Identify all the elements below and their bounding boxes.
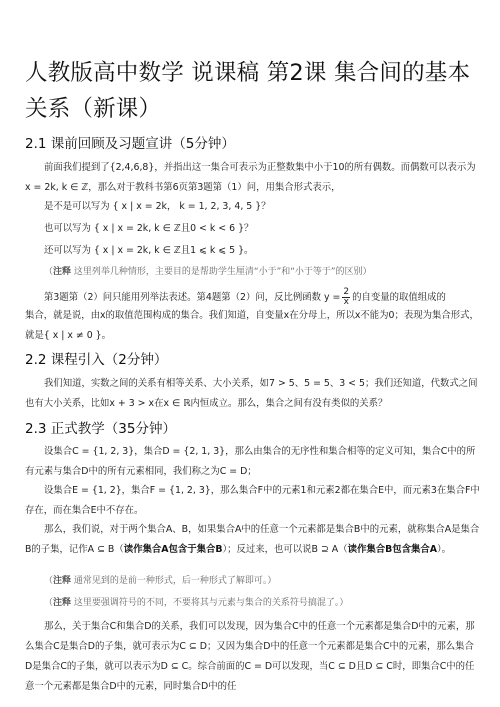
paragraph-review-intro: 前面我们提到了{2,4,6,8}，并指出这一集合可表示为正整数集中小于10的所有偶数。而偶数可以表示为x = 2k, k ∈ ℤ，那么对于教科书第6页第3题第（1）问，用集合形式表示， [25,162,476,193]
fraction-numerator: 2 [343,287,350,297]
paragraph-subset-definition [25,520,480,560]
section-heading-teaching: 2.3 正式教学（35分钟） [25,421,176,437]
note-label: 注释 [53,598,72,608]
paragraph-sets-e-f: 设集合E = {1, 2}，集合F = {1, 2, 3}，那么集合F中的元素1和元素2都在集合E中，而元素3在集合F中存在，而在集合E中不存在。 [25,485,480,516]
note-text: 这里列举几种情形，主要目的是帮助学生厘清“小于”和“小于等于”的区别 [73,267,363,277]
subset-text-a: 那么，我们说，对于两个集合A、B，如果集合A中的任意一个元素都是集合B中的元素，就称集合A是集合B的子集，记作A ⊆ B（ [25,524,480,555]
note-text: 这里要强调符号的不同，不要将其与元素与集合的关系符号搞混了。） [73,598,349,608]
section-heading-review: 2.1 课前回顾及习题宣讲（5分钟） [25,136,235,152]
note-symbol-difference: （注释 这里要强调符号的不同，不要将其与元素与集合的关系符号搞混了。） [44,598,349,608]
note-label: 注释 [53,267,72,277]
paragraph-set-equality: 设集合C = {1, 2, 3}，集合D = {2, 1, 3}，那么由集合的无序性和集合相等的定义可知，集合C中的所有元素与集合D中的所有元素相同，我们称之为C = D； [25,446,476,477]
fraction-2-over-x [342,288,350,307]
set-form-line-1: 是不是可以写为 { x | x = 2k， k = 1, 2, 3, 4, 5 }？ [44,201,271,212]
note-label: 注释 [53,576,72,586]
set-form-line-2: 也可以写为 { x | x = 2k, k ∈ ℤ且0 < k < 6 }？ [44,223,254,234]
set-form-line-3: 还可以写为 { x | x = 2k, k ∈ ℤ且1 ⩽ k ⩽ 5 }。 [44,245,254,256]
note-common-form: （注释 通常见到的是前一种形式，后一种形式了解即可。） [44,576,277,586]
domain-text: 的自变量的取值组成的 [352,292,446,303]
fraction-denominator: x [343,297,349,307]
paragraph-c-d-relation: 那么，关于集合C和集合D的关系，我们可以发现，因为集合C中的任意一个元素都是集合D中的元素，那么集合C是集合D的子集，就可表示为C ⊆ D；又因为集合D中的任意一个元素都是集合C中的元素，那么集合D是集合C的子集，就可以表示为D ⊆ C。综合前面的C = D可以发现，当C ⊆ D且D ⊆ C时，即集合C中的任意一个元素都是集合D中的元素，同时集合D中的任 [25,621,475,692]
subset-reading-1: 读作集合A包含于集合B [123,544,223,555]
paragraph-real-relations: 我们知道，实数之间的关系有相等关系、大小关系，如7 > 5、5 = 5、3 < 5；我们还知道，代数式之间也有大小关系，比如x + 3 > x在x ∈ ℝ内恒成立。那么，集合之间有没有类似的关系？ [25,378,478,409]
subset-reading-2: 读作集合B包含集合A [347,544,437,555]
subset-text-b: ）；反过来，也可以说B ⊇ A（ [222,544,348,555]
page-title: 人教版高中数学 说课稿 第2课 集合间的基本关系（新课） [25,60,471,122]
note-text: 通常见到的是前一种形式，后一种形式了解即可。） [73,576,277,586]
paragraph-domain-set: 集合，就是说，由x的取值范围构成的集合。我们知道，自变量x在分母上，所以x不能为0；表现为集合形式，就是{ x | x ≠ 0 }。 [25,310,479,341]
subset-text-c: ）。 [437,544,452,555]
note-less-than: （注释 这里列举几种情形，主要目的是帮助学生厘清“小于”和“小于等于”的区别） [44,267,372,277]
paragraph-question-3-4 [44,288,446,308]
section-heading-intro: 2.2 课程引入（2分钟） [25,352,168,368]
inverse-function-text: 第3题第（2）问只能用列举法表述。第4题第（2）问，反比例函数 y = [44,292,341,303]
